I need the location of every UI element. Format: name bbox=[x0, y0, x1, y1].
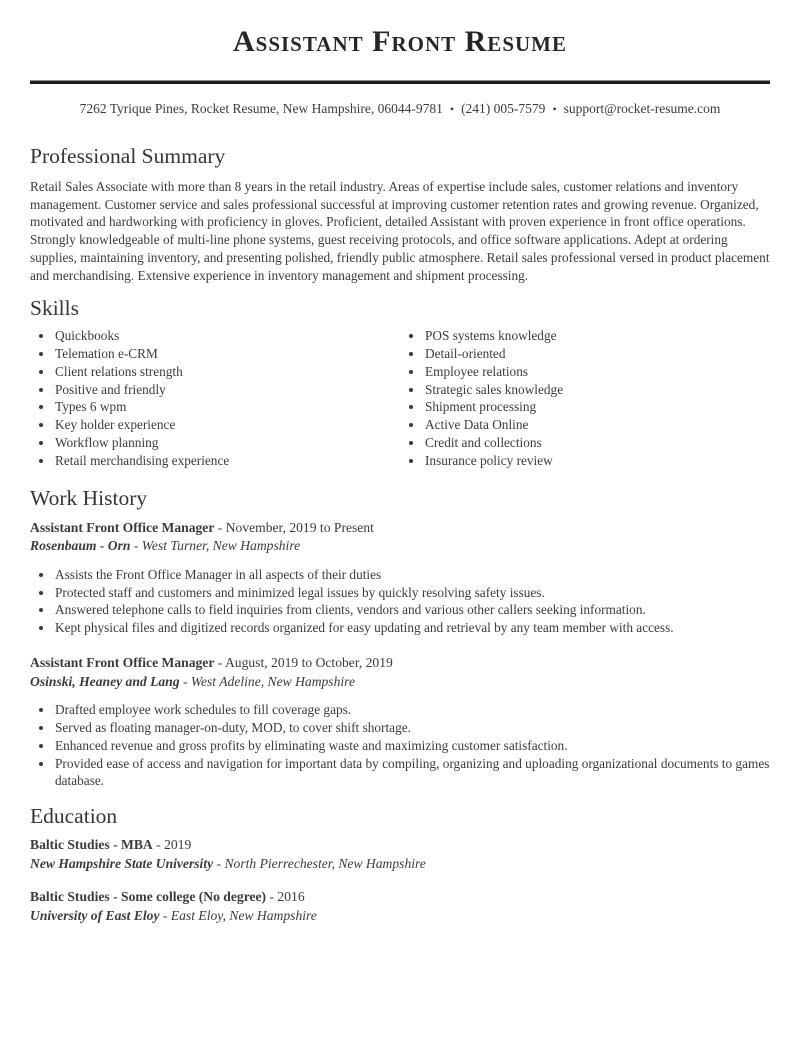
skill-item: • Employee relations bbox=[424, 363, 770, 381]
heading-education: Education bbox=[30, 804, 118, 829]
job-company: Osinski, Heaney and Lang bbox=[30, 673, 180, 689]
header-divider-rule bbox=[30, 80, 770, 84]
skill-item: • Strategic sales knowledge bbox=[424, 381, 770, 399]
job-duty: • Served as floating manager-on-duty, MOD, to cover shift shortage. bbox=[54, 719, 770, 737]
education-location: North Pierrechester, New Hampshire bbox=[224, 855, 426, 871]
skills-list-right bbox=[400, 327, 770, 469]
job-entry bbox=[30, 519, 770, 637]
heading-professional-summary: Professional Summary bbox=[30, 144, 226, 168]
dash-separator: - bbox=[159, 907, 171, 923]
skill-item: • Key holder experience bbox=[54, 416, 400, 434]
heading-work-history: Work History bbox=[30, 485, 148, 510]
job-duties-list bbox=[30, 701, 770, 790]
dash-separator: - bbox=[266, 889, 278, 905]
contact-address: 7262 Tyrique Pines, Rocket Resume, New Hampshire, 06044-9781 bbox=[79, 101, 443, 116]
education-school-line bbox=[30, 907, 770, 926]
section-education bbox=[30, 804, 770, 925]
job-title: Assistant Front Office Manager bbox=[30, 519, 215, 535]
skill-item: • Detail-oriented bbox=[424, 345, 770, 363]
section-work-history bbox=[30, 486, 770, 791]
education-degree: Baltic Studies - MBA bbox=[30, 837, 153, 853]
education-school: New Hampshire State University bbox=[30, 855, 214, 871]
skill-item: • Retail merchandising experience bbox=[54, 452, 400, 470]
job-duty: • Drafted employee work schedules to fill coverage gaps. bbox=[54, 701, 770, 719]
job-title-line bbox=[30, 519, 770, 538]
education-location: East Eloy, New Hampshire bbox=[170, 907, 317, 923]
skill-item: • Active Data Online bbox=[424, 416, 770, 434]
skill-item: • Shipment processing bbox=[424, 398, 770, 416]
education-degree-line bbox=[30, 836, 770, 855]
skill-item: • Credit and collections bbox=[424, 434, 770, 452]
skill-item: • POS systems knowledge bbox=[424, 327, 770, 345]
resume-document bbox=[0, 24, 800, 926]
job-company-line bbox=[30, 537, 770, 556]
skill-item: • Insurance policy review bbox=[424, 452, 770, 470]
skill-item: • Telemation e-CRM bbox=[54, 345, 400, 363]
job-dates: November, 2019 to Present bbox=[225, 519, 374, 535]
heading-skills: Skills bbox=[30, 296, 79, 321]
dash-separator: - bbox=[214, 519, 226, 535]
job-duty: • Assists the Front Office Manager in all aspects of their duties bbox=[54, 566, 770, 584]
education-degree-line bbox=[30, 888, 770, 907]
dash-separator: - bbox=[179, 673, 191, 689]
skills-columns bbox=[30, 327, 770, 469]
job-duty: • Answered telephone calls to field inquiries from clients, vendors and various other callers seeking information. bbox=[54, 601, 770, 619]
job-dates: August, 2019 to October, 2019 bbox=[224, 654, 393, 670]
job-duty: • Provided ease of access and navigation for important data by compiling, organizing and uploading organizational documents to games database. bbox=[54, 755, 770, 791]
dash-separator: - bbox=[214, 654, 225, 670]
contact-line bbox=[30, 100, 770, 118]
dash-separator: - bbox=[152, 837, 165, 853]
job-company-line bbox=[30, 673, 770, 692]
section-professional-summary bbox=[30, 144, 770, 284]
education-year: 2019 bbox=[164, 837, 192, 853]
education-entry bbox=[30, 836, 770, 873]
education-school-line bbox=[30, 855, 770, 874]
job-entry bbox=[30, 654, 770, 790]
skill-item: • Positive and friendly bbox=[54, 381, 400, 399]
education-school: University of East Eloy bbox=[30, 907, 160, 923]
contact-separator-dot: • bbox=[449, 102, 455, 116]
job-title-line bbox=[30, 654, 770, 673]
education-year: 2016 bbox=[277, 889, 305, 905]
education-degree: Baltic Studies - Some college (No degree) bbox=[30, 889, 267, 905]
job-location: West Adeline, New Hampshire bbox=[190, 673, 355, 689]
job-duties-list bbox=[30, 566, 770, 637]
contact-phone: (241) 005-7579 bbox=[461, 101, 546, 116]
resume-title: Assistant Front Resume bbox=[232, 25, 567, 58]
dash-separator: - bbox=[130, 538, 142, 554]
summary-paragraph: Retail Sales Associate with more than 8 years in the retail industry. Areas of expertise include sales, customer relations and inventory management. Customer service and sales professional successful at improving customer retention rates and growing revenue. Organized, motivated and hardworking with proficiency in gloves. Proficient, detailed Assistant with proven experience in front office operations. Strongly knowledgeable of multi-line phone systems, guest receiving protocols, and office software applications. Adept at ordering supplies, maintaining inventory, and presenting polished, friendly public atmosphere. Retail sales professional versed in product placement and merchandising. Extensive experience in inventory management and shipment processing. bbox=[30, 179, 770, 283]
job-company: Rosenbaum - Orn bbox=[30, 538, 131, 554]
skill-item: • Workflow planning bbox=[54, 434, 400, 452]
contact-separator-dot: • bbox=[552, 102, 557, 116]
contact-email: support@rocket-resume.com bbox=[563, 101, 721, 116]
job-duty: • Enhanced revenue and gross profits by eliminating waste and maximizing customer satisfaction. bbox=[54, 737, 770, 755]
job-location: West Turner, New Hampshire bbox=[141, 538, 301, 554]
education-entry bbox=[30, 888, 770, 925]
job-duty: • Protected staff and customers and minimized legal issues by quickly resolving safety issues. bbox=[54, 584, 770, 602]
section-skills bbox=[30, 296, 770, 469]
skill-item: • Quickbooks bbox=[54, 327, 400, 345]
skills-list-left bbox=[30, 327, 400, 469]
skill-item: • Types 6 wpm bbox=[54, 398, 400, 416]
job-duty: • Kept physical files and digitized records organized for easy updating and retrieval by any team member with access. bbox=[54, 619, 770, 637]
dash-separator: - bbox=[213, 855, 225, 871]
skill-item: • Client relations strength bbox=[54, 363, 400, 381]
job-title: Assistant Front Office Manager bbox=[30, 654, 215, 670]
